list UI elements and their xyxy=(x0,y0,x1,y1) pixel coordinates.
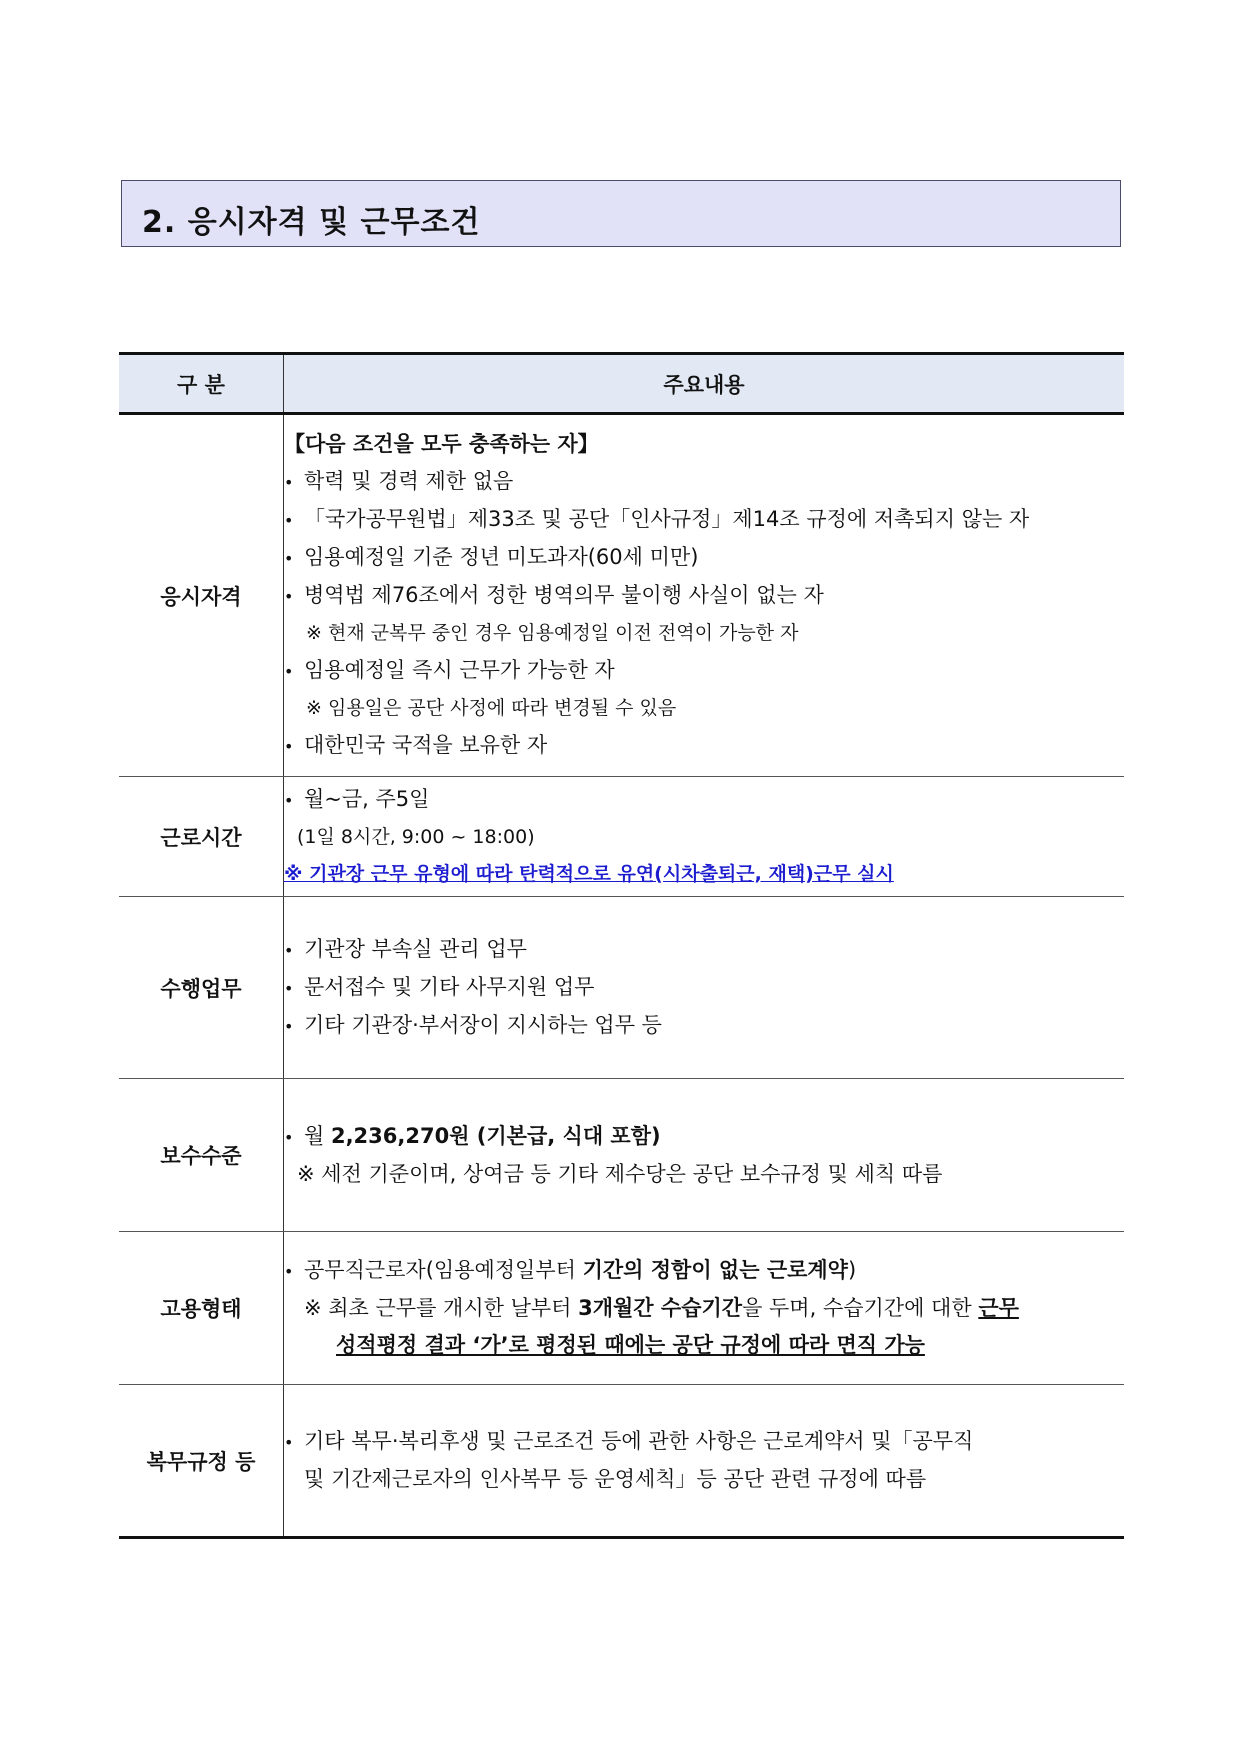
qualification-item: • 병역법 제76조에서 정한 병역의무 불이행 사실이 없는 자 xyxy=(284,577,1124,615)
row-pay xyxy=(119,1079,1124,1232)
qualification-note: ※ 현재 군복무 중인 경우 임용예정일 이전 전역이 가능한 자 xyxy=(306,622,799,644)
row-content-duties xyxy=(284,897,1125,1079)
hours-item: • 월~금, 주5일 xyxy=(284,781,1124,819)
employment-item xyxy=(284,1252,1124,1290)
pay-item xyxy=(284,1118,1124,1156)
qualification-item: • 대한민국 국적을 보유한 자 xyxy=(284,727,1124,765)
hours-note: ※ 기관장 근무 유형에 따라 탄력적으로 유연(시차출퇴근, 재택)근무 실시 xyxy=(284,862,894,885)
row-qualification xyxy=(119,414,1124,777)
conditions-table xyxy=(119,352,1124,1539)
employment-item-suffix: ) xyxy=(847,1258,857,1282)
row-label-pay: 보수수준 xyxy=(119,1079,284,1232)
employment-note xyxy=(284,1290,1124,1327)
duties-item: • 문서접수 및 기타 사무지원 업무 xyxy=(284,969,1124,1007)
table-header-row xyxy=(119,354,1124,414)
qualification-heading: 【다음 조건을 모두 충족하는 자】 xyxy=(284,432,599,456)
employment-note-emphasis-cont: 성적평정 결과 ‘가’로 평정된 때에는 공단 규정에 따라 면직 가능 xyxy=(336,1333,925,1357)
rules-item-cont: 및 기간제근로자의 인사복무 등 운영세칙」등 공단 관련 규정에 따름 xyxy=(304,1467,927,1491)
qualification-item: • 「국가공무원법」제33조 및 공단「인사규정」제14조 규정에 저촉되지 않는 자 xyxy=(284,501,1124,539)
employment-note-part: ※ 최초 근무를 개시한 날부터 xyxy=(304,1296,579,1320)
duties-item: • 기타 기관장·부서장이 지시하는 업무 등 xyxy=(284,1007,1124,1045)
row-content-hours xyxy=(284,777,1125,897)
row-content-qualification xyxy=(284,414,1125,777)
pay-note: ※ 세전 기준이며, 상여금 등 기타 제수당은 공단 보수규정 및 세칙 따름 xyxy=(297,1161,943,1186)
row-content-pay xyxy=(284,1079,1125,1232)
row-label-employment: 고용형태 xyxy=(119,1232,284,1385)
pay-item-prefix: 월 xyxy=(304,1123,331,1148)
header-category: 구 분 xyxy=(119,354,284,414)
row-label-qualification: 응시자격 xyxy=(119,414,284,777)
pay-amount: 2,236,270원 (기본급, 식대 포함) xyxy=(330,1123,661,1148)
row-label-duties: 수행업무 xyxy=(119,897,284,1079)
hours-detail: (1일 8시간, 9:00 ~ 18:00) xyxy=(297,825,535,848)
employment-contract-type: 기간의 정함이 없는 근로계약 xyxy=(582,1258,848,1282)
employment-item-prefix: 공무직근로자(임용예정일부터 xyxy=(304,1258,583,1282)
qualification-note: ※ 임용일은 공단 사정에 따라 변경될 수 있음 xyxy=(306,697,677,719)
row-label-rules: 복무규정 등 xyxy=(119,1385,284,1538)
qualification-item: • 임용예정일 기준 정년 미도과자(60세 미만) xyxy=(284,539,1124,577)
row-hours xyxy=(119,777,1124,897)
row-content-rules xyxy=(284,1385,1125,1538)
employment-note-emphasis: 근무 xyxy=(978,1296,1019,1320)
row-rules xyxy=(119,1385,1124,1538)
header-content: 주요내용 xyxy=(284,354,1125,414)
row-content-employment xyxy=(284,1232,1125,1385)
duties-item: • 기관장 부속실 관리 업무 xyxy=(284,931,1124,969)
qualification-item: • 학력 및 경력 제한 없음 xyxy=(284,463,1124,501)
qualification-item: • 임용예정일 즉시 근무가 가능한 자 xyxy=(284,652,1124,690)
row-label-hours: 근로시간 xyxy=(119,777,284,897)
rules-item: • 기타 복무·복리후생 및 근로조건 등에 관한 사항은 근로계약서 및「공무직 xyxy=(284,1423,1124,1461)
employment-probation-period: 3개월간 수습기간 xyxy=(578,1296,743,1320)
row-employment xyxy=(119,1232,1124,1385)
row-duties xyxy=(119,897,1124,1079)
section-title-box xyxy=(121,180,1121,247)
employment-note-part: 을 두며, 수습기간에 대한 xyxy=(742,1296,979,1320)
section-title: 2. 응시자격 및 근무조건 xyxy=(142,205,481,240)
